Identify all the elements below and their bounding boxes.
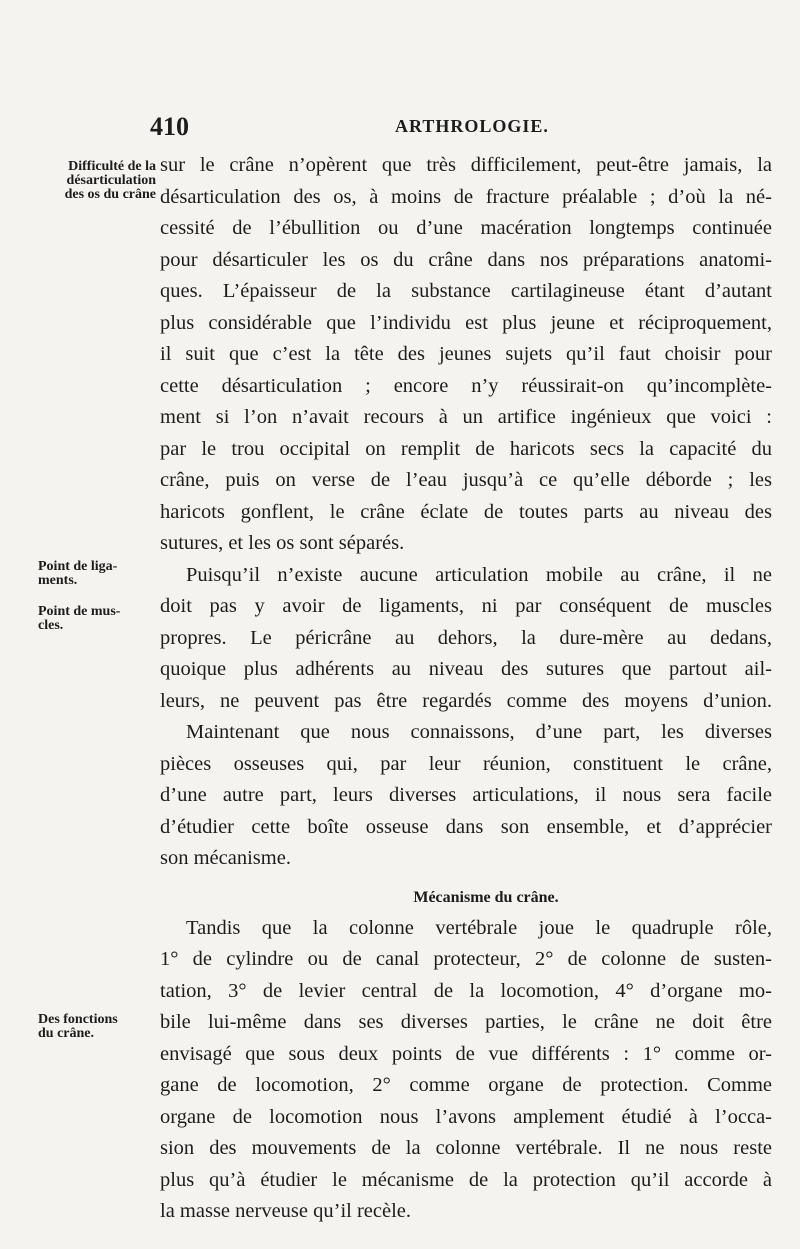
margin-note-line: désarticulation bbox=[66, 173, 156, 188]
text-line: sur le crâne n’opèrent que très difficilement, peut-être jamais, la bbox=[160, 154, 772, 176]
text-line: quoique plus adhérents au niveau des sutures que partout ail- bbox=[160, 658, 772, 680]
margin-note-line: du crâne. bbox=[38, 1026, 94, 1041]
text-line: ques. L’épaisseur de la substance cartilagineuse étant d’autant bbox=[160, 280, 772, 302]
text-line: sion des mouvements de la colonne vertébrale. Il ne nous reste bbox=[160, 1137, 772, 1159]
margin-note-line: des os du crâne bbox=[64, 187, 156, 202]
margin-note-line: Difficulté de la bbox=[68, 159, 156, 174]
body-text bbox=[160, 150, 772, 1228]
paragraph-ligaments bbox=[160, 560, 772, 718]
page-header bbox=[150, 112, 780, 142]
text-line: la masse nerveuse qu’il recèle. bbox=[160, 1200, 412, 1222]
paragraph-maintenant bbox=[160, 717, 772, 875]
text-line: ment si l’on n’avait recours à un artifice ingénieux que voici : bbox=[160, 406, 772, 428]
text-line: bile lui-même dans ses diverses parties, le crâne ne doit être bbox=[160, 1011, 772, 1033]
text-line: plus qu’à étudier le mécanisme de la protection qu’il accorde à bbox=[160, 1168, 772, 1191]
margin-note-muscles bbox=[38, 605, 158, 633]
text-line: désarticulation des os, à moins de fracture préalable ; d’où la né- bbox=[160, 185, 772, 208]
text-line: plus considérable que l’individu est plus jeune et réciproquement, bbox=[160, 311, 772, 334]
text-line: Maintenant que nous connaissons, d’une part, les diverses bbox=[186, 721, 772, 743]
text-line: propres. Le péricrâne au dehors, la dure-mère au dedans, bbox=[160, 626, 772, 649]
text-line: crâne, puis on verse de l’eau jusqu’à ce qu’elle déborde ; les bbox=[160, 469, 772, 491]
text-line: d’une autre part, leurs diverses articulations, il nous sera facile bbox=[160, 784, 772, 806]
text-line: leurs, ne peuvent pas être regardés comme des moyens d’union. bbox=[160, 689, 772, 712]
text-line: pour désarticuler les os du crâne dans nos préparations anatomi- bbox=[160, 248, 772, 271]
margin-note-line: Point de liga- bbox=[38, 559, 118, 574]
text-line: envisagé que sous deux points de vue différents : 1° comme or- bbox=[160, 1042, 772, 1065]
running-head: ARTHROLOGIE. bbox=[395, 116, 549, 136]
margin-note-difficulte bbox=[30, 160, 156, 202]
text-line: d’étudier cette boîte osseuse dans son ensemble, et d’apprécier bbox=[160, 815, 772, 838]
text-line: gane de locomotion, 2° comme organe de protection. Comme bbox=[160, 1074, 772, 1096]
text-line: organe de locomotion nous l’avons amplement étudié à l’occa- bbox=[160, 1105, 772, 1128]
margin-notes bbox=[30, 0, 158, 1249]
text-line: il suit que c’est la tête des jeunes sujets qu’il faut choisir pour bbox=[160, 343, 772, 365]
margin-note-line: Des fonctions bbox=[38, 1012, 118, 1027]
paragraph-mecanisme bbox=[160, 913, 772, 1228]
text-line: haricots gonflent, le crâne éclate de toutes parts au niveau des bbox=[160, 500, 772, 523]
text-line: sutures, et les os sont séparés. bbox=[160, 532, 405, 554]
margin-note-line: cles. bbox=[38, 618, 64, 633]
margin-note-ligaments bbox=[38, 560, 158, 588]
margin-note-fonctions bbox=[38, 1013, 158, 1041]
paragraph-desarticulation bbox=[160, 150, 772, 560]
margin-note-line: Point de mus- bbox=[38, 604, 121, 619]
text-line: son mécanisme. bbox=[160, 847, 291, 869]
page-number: 410 bbox=[150, 112, 189, 141]
text-line: doit pas y avoir de ligaments, ni par conséquent de muscles bbox=[160, 595, 772, 617]
text-line: Puisqu’il n’existe aucune articulation mobile au crâne, il ne bbox=[186, 563, 772, 586]
margin-note-line: ments. bbox=[38, 573, 78, 588]
text-line: par le trou occipital on remplit de haricots secs la capacité du bbox=[160, 437, 772, 460]
text-line: cessité de l’ébullition ou d’une macération longtemps continuée bbox=[160, 217, 772, 239]
section-heading: Mécanisme du crâne. bbox=[413, 888, 559, 906]
text-line: tation, 3° de levier central de la locomotion, 4° d’organe mo- bbox=[160, 979, 772, 1002]
text-line: pièces osseuses qui, par leur réunion, constituent le crâne, bbox=[160, 752, 772, 775]
text-line: Tandis que la colonne vertébrale joue le quadruple rôle, bbox=[186, 916, 772, 939]
text-line: 1° de cylindre ou de canal protecteur, 2° de colonne de susten- bbox=[160, 948, 772, 970]
text-line: cette désarticulation ; encore n’y réussirait-on qu’incomplète- bbox=[160, 374, 772, 397]
